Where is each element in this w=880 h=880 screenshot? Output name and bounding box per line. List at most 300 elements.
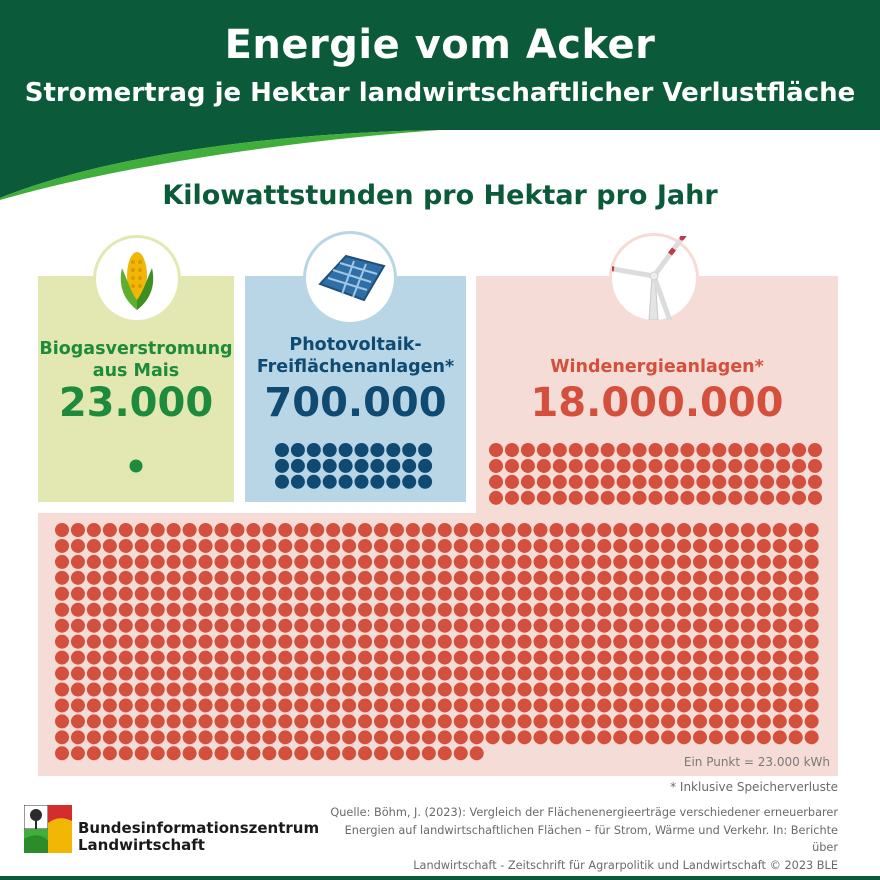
wind-dot bbox=[664, 459, 678, 473]
pv-dot bbox=[402, 459, 416, 473]
wind-dot bbox=[422, 539, 436, 553]
wind-dot bbox=[581, 587, 595, 601]
wind-dot bbox=[55, 587, 69, 601]
wind-dot bbox=[310, 667, 324, 681]
wind-dot bbox=[119, 539, 133, 553]
wind-dot bbox=[438, 539, 452, 553]
wind-dot bbox=[215, 714, 229, 728]
wind-dot bbox=[805, 730, 819, 744]
wind-dot bbox=[645, 683, 659, 697]
wind-dot bbox=[789, 651, 803, 665]
wind-dot bbox=[741, 523, 755, 537]
wind-dot bbox=[518, 730, 532, 744]
wind-value: 18.000.000 bbox=[530, 380, 784, 426]
wind-dot bbox=[278, 523, 292, 537]
wind-dot bbox=[725, 539, 739, 553]
wind-dot bbox=[537, 491, 551, 505]
wind-dot bbox=[661, 523, 675, 537]
wind-dot bbox=[87, 698, 101, 712]
wind-dot bbox=[438, 683, 452, 697]
wind-dot bbox=[342, 603, 356, 617]
wind-dot bbox=[792, 443, 806, 457]
wind-dot bbox=[406, 651, 420, 665]
wind-dot bbox=[521, 475, 535, 489]
wind-dot bbox=[581, 683, 595, 697]
wind-dot bbox=[406, 635, 420, 649]
wind-dot bbox=[661, 667, 675, 681]
wind-dot bbox=[776, 443, 790, 457]
wind-dot bbox=[215, 651, 229, 665]
wind-dot bbox=[486, 698, 500, 712]
pv-dot bbox=[370, 459, 384, 473]
wind-dot bbox=[151, 683, 165, 697]
wind-dot bbox=[358, 619, 372, 633]
wind-dot bbox=[677, 635, 691, 649]
wind-dot bbox=[374, 555, 388, 569]
wind-dot bbox=[565, 539, 579, 553]
wind-dot bbox=[71, 555, 85, 569]
wind-dot bbox=[518, 651, 532, 665]
wind-dot bbox=[167, 587, 181, 601]
wind-dot bbox=[773, 555, 787, 569]
wind-dot bbox=[199, 714, 213, 728]
wind-dot bbox=[613, 667, 627, 681]
wind-dot bbox=[565, 730, 579, 744]
wind-dot bbox=[422, 587, 436, 601]
page-title: Energie vom Acker bbox=[224, 22, 656, 68]
pv-dot bbox=[402, 443, 416, 457]
wind-dot bbox=[518, 667, 532, 681]
wind-dot bbox=[215, 555, 229, 569]
wind-dot bbox=[709, 667, 723, 681]
dot-legend: Ein Punkt = 23.000 kWh bbox=[683, 755, 830, 769]
wind-dot bbox=[585, 491, 599, 505]
wind-dot bbox=[549, 571, 563, 585]
wind-dot bbox=[406, 698, 420, 712]
wind-dot bbox=[693, 730, 707, 744]
wind-dot bbox=[71, 587, 85, 601]
wind-dot bbox=[741, 587, 755, 601]
wind-dot bbox=[390, 651, 404, 665]
pv-dot bbox=[291, 459, 305, 473]
wind-dot bbox=[553, 491, 567, 505]
wind-dot bbox=[808, 475, 822, 489]
wind-dot bbox=[199, 619, 213, 633]
wind-dot bbox=[728, 491, 742, 505]
wind-dot bbox=[246, 539, 260, 553]
wind-dot bbox=[712, 459, 726, 473]
wind-dot bbox=[521, 491, 535, 505]
biogas-dot bbox=[130, 460, 143, 473]
wind-dot bbox=[151, 746, 165, 760]
wind-dot bbox=[230, 651, 244, 665]
wind-dot bbox=[230, 555, 244, 569]
wind-dot bbox=[454, 683, 468, 697]
wind-dot bbox=[278, 683, 292, 697]
wind-dot bbox=[502, 683, 516, 697]
wind-dot bbox=[103, 603, 117, 617]
unit-label: Kilowattstunden pro Hektar pro Jahr bbox=[162, 180, 718, 211]
wind-dot bbox=[390, 667, 404, 681]
wind-dot bbox=[728, 443, 742, 457]
wind-dot bbox=[246, 746, 260, 760]
wind-dot bbox=[585, 475, 599, 489]
wind-dot bbox=[534, 698, 548, 712]
wind-dot bbox=[649, 491, 663, 505]
wind-dot bbox=[789, 619, 803, 633]
wind-dot bbox=[358, 698, 372, 712]
wind-dot bbox=[422, 619, 436, 633]
pv-dot bbox=[355, 459, 369, 473]
wind-dot bbox=[310, 539, 324, 553]
wind-dot bbox=[374, 619, 388, 633]
wind-dot bbox=[167, 667, 181, 681]
wind-dot bbox=[661, 555, 675, 569]
wind-dot bbox=[246, 667, 260, 681]
wind-dot bbox=[71, 523, 85, 537]
wind-dot bbox=[406, 587, 420, 601]
pv-dot bbox=[339, 459, 353, 473]
wind-dot bbox=[230, 635, 244, 649]
wind-dot bbox=[294, 683, 308, 697]
wind-dot bbox=[486, 667, 500, 681]
wind-dot bbox=[215, 730, 229, 744]
pv-dot bbox=[370, 475, 384, 489]
wind-dot bbox=[215, 746, 229, 760]
wind-dot bbox=[486, 714, 500, 728]
wind-dot bbox=[680, 459, 694, 473]
wind-dot bbox=[581, 667, 595, 681]
wind-dot bbox=[374, 683, 388, 697]
wind-dot bbox=[374, 635, 388, 649]
wind-dot bbox=[518, 555, 532, 569]
wind-dot bbox=[502, 587, 516, 601]
wind-dot bbox=[71, 651, 85, 665]
wind-dot bbox=[438, 651, 452, 665]
wind-dot bbox=[581, 555, 595, 569]
wind-dot bbox=[135, 555, 149, 569]
wind-dot bbox=[518, 714, 532, 728]
wind-dot bbox=[677, 730, 691, 744]
wind-dot bbox=[55, 714, 69, 728]
wind-dot bbox=[294, 746, 308, 760]
wind-dot bbox=[119, 571, 133, 585]
wind-dot bbox=[71, 683, 85, 697]
wind-dot bbox=[358, 714, 372, 728]
wind-dot bbox=[199, 698, 213, 712]
wind-dot bbox=[103, 746, 117, 760]
wind-dot bbox=[581, 523, 595, 537]
wind-dot bbox=[805, 651, 819, 665]
wind-dot bbox=[549, 587, 563, 601]
wind-dot bbox=[103, 619, 117, 633]
wind-dot bbox=[310, 714, 324, 728]
wind-dot bbox=[167, 603, 181, 617]
wind-dot bbox=[629, 730, 643, 744]
wind-dot bbox=[629, 619, 643, 633]
wind-dot bbox=[741, 651, 755, 665]
wind-dot bbox=[183, 667, 197, 681]
wind-dot bbox=[489, 459, 503, 473]
wind-dot bbox=[693, 714, 707, 728]
wind-dot bbox=[119, 523, 133, 537]
wind-dot bbox=[230, 667, 244, 681]
wind-dot bbox=[693, 555, 707, 569]
wind-dot bbox=[789, 698, 803, 712]
wind-dot bbox=[581, 539, 595, 553]
wind-dot bbox=[390, 683, 404, 697]
wind-dot bbox=[661, 683, 675, 697]
wind-dot bbox=[183, 539, 197, 553]
wind-dot bbox=[326, 523, 340, 537]
wind-dot bbox=[728, 459, 742, 473]
wind-dot bbox=[183, 635, 197, 649]
wind-dot bbox=[71, 730, 85, 744]
wind-dot bbox=[87, 667, 101, 681]
wind-dot bbox=[55, 667, 69, 681]
wind-dot bbox=[808, 491, 822, 505]
wind-dot bbox=[757, 683, 771, 697]
wind-dot bbox=[358, 571, 372, 585]
pv-dot bbox=[370, 443, 384, 457]
wind-dot bbox=[760, 491, 774, 505]
wind-dot bbox=[358, 667, 372, 681]
wind-dot bbox=[502, 555, 516, 569]
wind-dot bbox=[537, 475, 551, 489]
wind-dot bbox=[693, 651, 707, 665]
wind-dot bbox=[326, 651, 340, 665]
wind-dot bbox=[438, 603, 452, 617]
wind-dot bbox=[454, 746, 468, 760]
wind-dot bbox=[677, 619, 691, 633]
wind-dot bbox=[103, 698, 117, 712]
wind-dot bbox=[553, 459, 567, 473]
wind-dot bbox=[773, 587, 787, 601]
biogas-label-line1: Biogasverstromung bbox=[39, 339, 233, 359]
wind-dot bbox=[278, 603, 292, 617]
wind-dot bbox=[390, 698, 404, 712]
wind-dot bbox=[789, 667, 803, 681]
wind-dot bbox=[230, 698, 244, 712]
wind-dot bbox=[649, 475, 663, 489]
wind-dot bbox=[629, 714, 643, 728]
wind-dot bbox=[103, 683, 117, 697]
wind-dot bbox=[310, 698, 324, 712]
wind-dot bbox=[342, 714, 356, 728]
wind-dot bbox=[549, 619, 563, 633]
wind-dot bbox=[805, 523, 819, 537]
wind-dot bbox=[119, 683, 133, 697]
wind-dot bbox=[597, 698, 611, 712]
wind-dot bbox=[390, 730, 404, 744]
wind-dot bbox=[406, 603, 420, 617]
wind-dot bbox=[645, 651, 659, 665]
wind-dot bbox=[87, 571, 101, 585]
wind-dot bbox=[55, 730, 69, 744]
wind-dot bbox=[358, 651, 372, 665]
wind-dot bbox=[454, 571, 468, 585]
wind-dot bbox=[629, 539, 643, 553]
wind-dot bbox=[808, 443, 822, 457]
wind-dot bbox=[677, 603, 691, 617]
wind-dot bbox=[438, 714, 452, 728]
wind-dot bbox=[470, 651, 484, 665]
wind-dot bbox=[374, 603, 388, 617]
wind-dot bbox=[677, 714, 691, 728]
wind-dot bbox=[215, 539, 229, 553]
wind-dot bbox=[199, 683, 213, 697]
wind-dot bbox=[486, 730, 500, 744]
wind-dot bbox=[629, 571, 643, 585]
wind-dot bbox=[358, 587, 372, 601]
wind-dot bbox=[709, 555, 723, 569]
wind-dot bbox=[693, 683, 707, 697]
wind-dot bbox=[342, 619, 356, 633]
wind-dot bbox=[725, 603, 739, 617]
wind-dot bbox=[741, 635, 755, 649]
wind-dot bbox=[454, 667, 468, 681]
wind-dot bbox=[693, 667, 707, 681]
wind-dot bbox=[505, 491, 519, 505]
wind-dot bbox=[454, 587, 468, 601]
wind-dot bbox=[374, 651, 388, 665]
wind-dot bbox=[87, 746, 101, 760]
wind-dot bbox=[246, 714, 260, 728]
wind-dot bbox=[406, 683, 420, 697]
wind-dot bbox=[470, 667, 484, 681]
wind-dot bbox=[725, 683, 739, 697]
wind-dot bbox=[454, 539, 468, 553]
wind-dot bbox=[744, 443, 758, 457]
wind-dot bbox=[342, 635, 356, 649]
wind-dot bbox=[518, 571, 532, 585]
wind-dot bbox=[374, 523, 388, 537]
wind-dot bbox=[374, 571, 388, 585]
wind-dot bbox=[470, 619, 484, 633]
wind-dot bbox=[696, 491, 710, 505]
wind-dot bbox=[55, 651, 69, 665]
wind-dot bbox=[374, 698, 388, 712]
wind-dot bbox=[645, 571, 659, 585]
wind-dot bbox=[518, 683, 532, 697]
pv-dot bbox=[355, 475, 369, 489]
wind-dot bbox=[390, 746, 404, 760]
wind-dot bbox=[585, 459, 599, 473]
wind-dot bbox=[135, 539, 149, 553]
wind-dot bbox=[278, 714, 292, 728]
wind-dot bbox=[565, 698, 579, 712]
wind-dot bbox=[680, 443, 694, 457]
wind-dot bbox=[629, 555, 643, 569]
wind-dot bbox=[374, 539, 388, 553]
wind-dot bbox=[537, 459, 551, 473]
wind-dot bbox=[741, 539, 755, 553]
wind-dot bbox=[725, 651, 739, 665]
wind-dot bbox=[326, 571, 340, 585]
wind-dot bbox=[597, 555, 611, 569]
wind-dot bbox=[262, 746, 276, 760]
wind-dot bbox=[661, 603, 675, 617]
wind-dot bbox=[246, 619, 260, 633]
wind-dot bbox=[489, 491, 503, 505]
wind-dot bbox=[310, 619, 324, 633]
wind-dot bbox=[294, 619, 308, 633]
wind-dot bbox=[422, 651, 436, 665]
wind-dot bbox=[597, 651, 611, 665]
wind-dot bbox=[278, 746, 292, 760]
wind-dot bbox=[534, 603, 548, 617]
wind-dot bbox=[215, 587, 229, 601]
wind-dot bbox=[55, 555, 69, 569]
wind-dot bbox=[294, 667, 308, 681]
wind-dot bbox=[119, 555, 133, 569]
wind-dot bbox=[119, 698, 133, 712]
wind-dot bbox=[278, 619, 292, 633]
wind-dot bbox=[71, 698, 85, 712]
wind-dot bbox=[773, 635, 787, 649]
wind-dot bbox=[390, 539, 404, 553]
wind-dot bbox=[230, 539, 244, 553]
wind-dot bbox=[712, 491, 726, 505]
wind-dot bbox=[454, 698, 468, 712]
wind-dot bbox=[438, 730, 452, 744]
wind-label: Windenergieanlagen* bbox=[550, 357, 764, 377]
wind-dot bbox=[789, 714, 803, 728]
wind-dot bbox=[422, 698, 436, 712]
wind-dot bbox=[502, 714, 516, 728]
wind-dot bbox=[151, 587, 165, 601]
wind-dot bbox=[151, 698, 165, 712]
wind-dot bbox=[183, 730, 197, 744]
wind-dot bbox=[805, 635, 819, 649]
wind-dot bbox=[151, 651, 165, 665]
wind-dot bbox=[757, 635, 771, 649]
wind-dot bbox=[805, 667, 819, 681]
pv-dot bbox=[386, 475, 400, 489]
wind-dot bbox=[135, 698, 149, 712]
wind-dot bbox=[709, 571, 723, 585]
pv-dot bbox=[402, 475, 416, 489]
wind-dot bbox=[406, 539, 420, 553]
wind-dot bbox=[103, 667, 117, 681]
wind-dot bbox=[183, 603, 197, 617]
wind-dot bbox=[215, 523, 229, 537]
wind-dot bbox=[119, 714, 133, 728]
wind-dot bbox=[534, 667, 548, 681]
wind-dot bbox=[294, 571, 308, 585]
wind-dot bbox=[342, 555, 356, 569]
wind-dot bbox=[151, 714, 165, 728]
source-citation bbox=[318, 804, 838, 874]
wind-dot bbox=[677, 539, 691, 553]
wind-dot bbox=[262, 683, 276, 697]
wind-dot bbox=[617, 491, 631, 505]
wind-dot bbox=[342, 698, 356, 712]
wind-dot bbox=[677, 667, 691, 681]
wind-dot bbox=[585, 443, 599, 457]
wind-dot bbox=[741, 698, 755, 712]
wind-dot bbox=[406, 555, 420, 569]
wind-dot bbox=[696, 459, 710, 473]
wind-dot bbox=[709, 539, 723, 553]
wind-dot bbox=[215, 667, 229, 681]
wind-dot bbox=[262, 651, 276, 665]
wind-dot bbox=[757, 667, 771, 681]
wind-dot bbox=[712, 443, 726, 457]
wind-dot bbox=[649, 459, 663, 473]
wind-dot bbox=[502, 635, 516, 649]
wind-dot bbox=[215, 571, 229, 585]
